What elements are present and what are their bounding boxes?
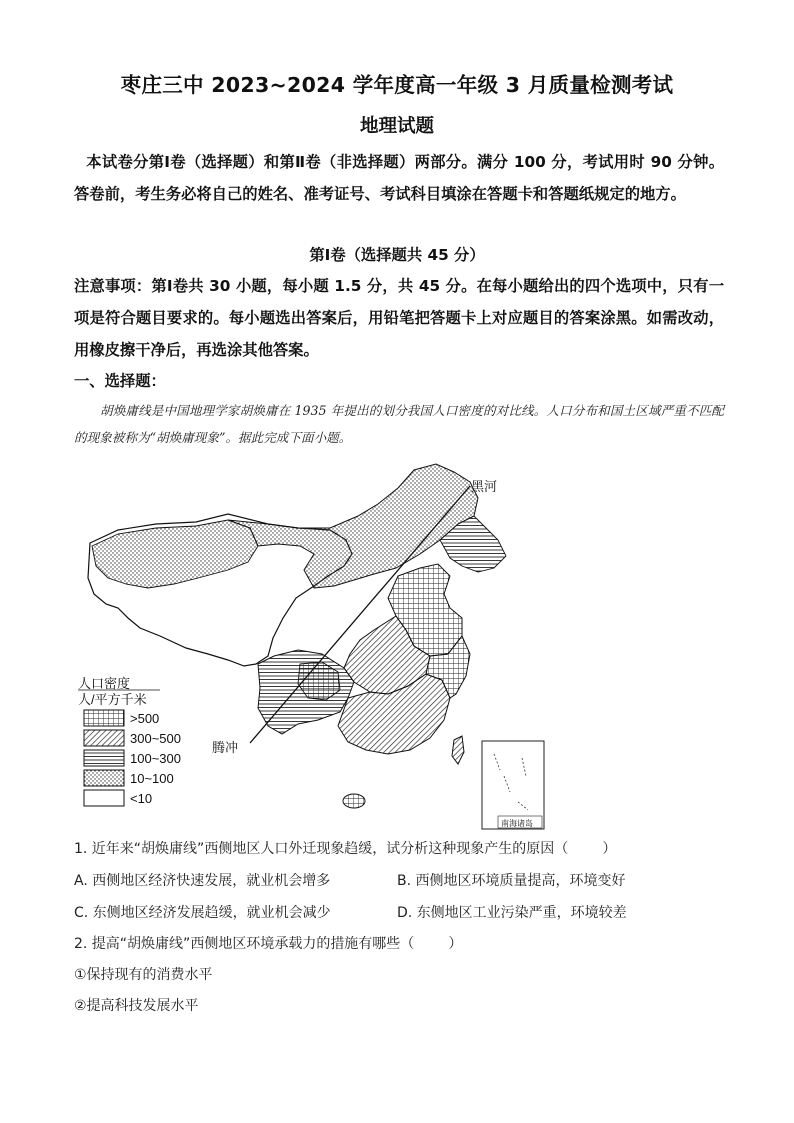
question-2-close: ） [448,936,463,952]
question-1-text: 1. 近年来“胡焕庸线”西侧地区人口外迁现象趋缓，试分析这种现象产生的原因（ [74,841,569,857]
part1-heading: 一、选择题： [74,372,166,390]
population-density-map [78,458,548,830]
legend-label-1: 300~500 [130,731,181,746]
material-text: 胡焕庸线是中国地理学家胡焕庸在 1935 年提出的划分我国人口密度的对比线。人口分布和国土区域严重不匹配的现象被称为“胡焕庸现象”。据此完成下面小题。 [74,403,724,445]
legend-title-2: 人/平方千米 [78,692,147,707]
question-2-item-2: ②提高科技发展水平 [74,998,199,1014]
region-hainan [343,794,365,808]
legend-swatch-100-300 [84,750,124,766]
legend-title-1: 人口密度 [78,676,131,691]
legend-swatch-gt500 [84,710,124,726]
region-taiwan [452,736,464,764]
exam-subtitle: 地理试题 [359,116,434,137]
exam-title: 枣庄三中 2023~2024 学年度高一年级 3 月质量检测考试 [120,73,674,97]
question-1-option-c: C. 东侧地区经济发展趋缓，就业机会减少 [74,905,331,921]
legend-label-4: <10 [130,791,153,806]
legend-label-2: 100~300 [130,751,181,766]
label-tengchong: 腾冲 [212,740,239,755]
question-1-option-b: B. 西侧地区环境质量提高，环境变好 [397,873,626,889]
legend-swatch-lt10 [84,790,124,806]
section1-notes: 注意事项：第Ⅰ卷共 30 小题，每小题 1.5 分，共 45 分。在每小题给出的四个选项中，只有一项是符合题目要求的。每小题选出答案后，用铅笔把答题卡上对应题目的答案涂黑。如需改动，用橡皮擦干净后，再选涂其他答案。 [74,277,724,359]
question-1-close: ） [602,841,617,857]
question-1-stem [74,838,616,858]
legend-swatch-10-100 [84,770,124,786]
question-1-option-d: D. 东侧地区工业污染严重，环境较差 [397,905,627,921]
question-1-option-a: A. 西侧地区经济快速发展，就业机会增多 [74,873,331,889]
intro-text: 本试卷分第Ⅰ卷（选择题）和第Ⅱ卷（非选择题）两部分。满分 100 分，考试用时 90 分钟。答卷前，考生务必将自己的姓名、准考证号、考试科目填涂在答题卡和答题纸规定的地方。 [74,153,724,203]
legend-swatch-300-500 [84,730,124,746]
intro-paragraph [74,146,724,210]
inset-label: 南海诸岛 [501,819,533,828]
label-heihe: 黑河 [471,479,498,494]
question-2-stem [74,933,462,953]
question-2-text: 2. 提高“胡焕庸线”西侧地区环境承载力的措施有哪些（ [74,936,415,952]
legend-label-3: 10~100 [130,771,174,786]
section1-heading: 第Ⅰ卷（选择题共 45 分） [309,246,485,264]
question-2-item-1: ①保持现有的消费水平 [74,967,213,983]
legend-label-0: >500 [130,711,160,726]
